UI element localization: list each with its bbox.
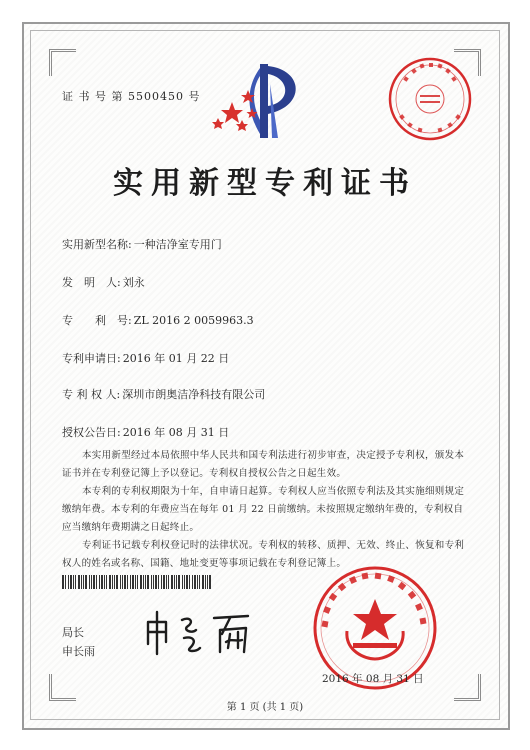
barcode-bar xyxy=(75,575,76,589)
barcode-bar xyxy=(112,575,113,589)
barcode-bar xyxy=(127,575,128,589)
barcode-bar xyxy=(158,575,159,589)
barcode-bar xyxy=(122,575,123,589)
barcode-bar xyxy=(91,575,92,589)
field-value: 深圳市朗奥洁净科技有限公司 xyxy=(122,388,266,401)
barcode-bar xyxy=(140,575,142,589)
field-label: 专 利 权 人: xyxy=(62,388,121,401)
paragraph-grant-decision xyxy=(62,447,472,483)
paragraph-text: 本实用新型经过本局依照中华人民共和国专利法进行初步审查，决定授予专利权，颁发本证书并在专利登记簿上予以登记。专利权自授权公告之日起生效。 xyxy=(62,450,465,479)
field-application-date xyxy=(62,350,229,366)
barcode-bar xyxy=(89,575,90,589)
barcode-bar xyxy=(186,575,188,589)
barcode-bar xyxy=(135,575,136,589)
barcode-bar xyxy=(137,575,138,589)
field-value: 一种洁净室专用门 xyxy=(133,238,222,251)
field-grant-announcement-date xyxy=(62,424,229,440)
field-label: 专利申请日: xyxy=(62,352,121,365)
barcode-bar xyxy=(120,575,121,589)
barcode-bar xyxy=(194,575,196,589)
barcode-bar xyxy=(99,575,100,589)
barcode-bar xyxy=(145,575,146,589)
page-number: 第 1 页 (共 1 页) xyxy=(226,702,304,713)
field-value: ZL 2016 2 0059963.3 xyxy=(133,314,254,327)
barcode-bar xyxy=(168,575,169,589)
barcode-bar xyxy=(178,575,180,589)
barcode-bar xyxy=(155,575,157,589)
barcode-bar xyxy=(199,575,200,589)
handwritten-signature xyxy=(138,608,268,658)
field-label: 实用新型名称: xyxy=(62,238,132,251)
barcode-bar xyxy=(73,575,74,589)
barcode-bar xyxy=(189,575,190,589)
barcode-bar xyxy=(153,575,154,589)
barcode-bar xyxy=(109,575,111,589)
certificate-title: 实用新型专利证书 xyxy=(113,166,417,201)
barcode-bar xyxy=(65,575,66,589)
barcode-bar xyxy=(171,575,173,589)
barcode-bar xyxy=(85,575,87,589)
paragraph-text: 本专利的专利权期限为十年，自申请日起算。专利权人应当依照专利法及其实施细则规定缴纳年费。本专利的年费应当在每年 01 月 22 日前缴纳。未按照规定缴纳年费的，专利权自应当缴纳年费期满之日起终止。 xyxy=(62,486,465,533)
barcode-bar xyxy=(101,575,103,589)
barcode-bar xyxy=(124,575,126,589)
field-value: 刘永 xyxy=(122,276,145,289)
barcode-bar xyxy=(197,575,198,589)
corner-ornament xyxy=(49,49,76,76)
barcode-bar xyxy=(184,575,185,589)
paragraph-term-and-fees xyxy=(62,483,472,537)
patent-office-emblem-icon xyxy=(208,60,320,140)
barcode xyxy=(62,575,212,589)
barcode-bar xyxy=(182,575,183,589)
barcode-bar xyxy=(209,575,211,589)
certificate-number-value: 5500450 xyxy=(128,90,184,103)
field-value: 2016 年 08 月 31 日 xyxy=(122,426,230,439)
barcode-bar xyxy=(70,575,72,589)
field-label: 专 利 号: xyxy=(62,314,132,327)
field-value: 2016 年 01 月 22 日 xyxy=(122,352,230,365)
field-label: 发 明 人: xyxy=(62,276,121,289)
barcode-bar xyxy=(207,575,208,589)
field-utility-model-name xyxy=(62,236,222,252)
field-inventor xyxy=(62,274,145,290)
paragraph-text: 专利证书记载专利权登记时的法律状况。专利权的转移、质押、无效、终止、恢复和专利权人的姓名或名称、国籍、地址变更等事项记载在专利登记簿上。 xyxy=(62,540,465,569)
barcode-bar xyxy=(205,575,206,589)
barcode-bar xyxy=(143,575,144,589)
barcode-bar xyxy=(114,575,115,589)
signatory-name: 申长雨 xyxy=(62,645,95,658)
barcode-bar xyxy=(174,575,175,589)
barcode-bar xyxy=(68,575,69,589)
certificate-number xyxy=(62,88,201,104)
field-patent-number xyxy=(62,312,254,328)
barcode-bar xyxy=(161,575,162,589)
seal-date: 2016 年 08 月 31 日 xyxy=(322,673,424,685)
barcode-bar xyxy=(93,575,95,589)
barcode-bar xyxy=(130,575,131,589)
field-patentee xyxy=(62,386,265,402)
barcode-bar xyxy=(96,575,97,589)
certificate-number-suffix: 号 xyxy=(188,90,201,103)
barcode-bar xyxy=(202,575,204,589)
corner-ornament xyxy=(454,674,481,701)
barcode-bar xyxy=(83,575,84,589)
field-label: 授权公告日: xyxy=(62,426,121,439)
barcode-bar xyxy=(147,575,149,589)
barcode-bar xyxy=(192,575,193,589)
agency-seal-stamp xyxy=(386,55,474,143)
certificate-number-label: 证 书 号 第 xyxy=(62,90,124,103)
signatory-title: 局长 xyxy=(62,626,84,639)
barcode-bar xyxy=(151,575,152,589)
barcode-bar xyxy=(163,575,165,589)
corner-ornament xyxy=(49,674,76,701)
barcode-bar xyxy=(62,575,64,589)
barcode-bar xyxy=(78,575,80,589)
barcode-bar xyxy=(81,575,82,589)
barcode-bar xyxy=(104,575,105,589)
barcode-bar xyxy=(106,575,107,589)
barcode-bar xyxy=(116,575,118,589)
barcode-bar xyxy=(176,575,177,589)
barcode-bar xyxy=(166,575,167,589)
barcode-bar xyxy=(132,575,134,589)
